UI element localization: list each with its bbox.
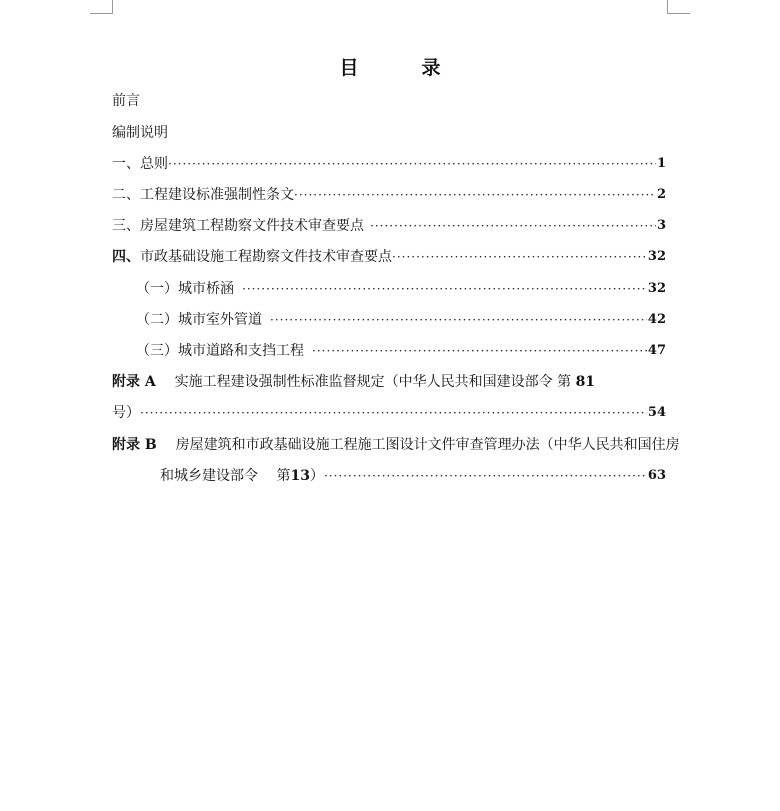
toc-item-label: （二）城市室外管道 [136,312,262,328]
toc-item-appendix-b-line1 [112,435,680,455]
toc-item-pipeline [136,310,666,330]
crop-mark-top-right [667,0,690,14]
toc-item-municipal [112,247,666,267]
toc-leader-dots [234,279,647,299]
toc-item-label-suffix: ） [309,468,324,484]
toc-page-number: 2 [656,187,666,202]
toc-item-label: 市政基础设施工程勘察文件技术审查要点 [140,249,392,265]
appendix-title: 房屋建筑和市政基础设施工程施工图设计文件审查管理办法（中华人民共和国住房 [175,437,680,453]
toc-page-number: 47 [647,343,666,358]
toc-item-label: 和城乡建设部令 第 [160,468,291,484]
toc-leader-dots [140,403,647,423]
toc-item-prefix: 四、 [112,249,140,265]
toc-leader-dots [364,216,656,236]
toc-item-appendix-a-line2 [112,403,666,423]
toc-item-bridge [136,279,666,299]
toc-title: 目 录 [339,57,463,79]
toc-item-mandatory [112,185,666,205]
decree-number: 81 [575,374,596,390]
appendix-tag: 附录 B [112,437,157,453]
toc-item-building [112,216,666,236]
appendix-title: 实施工程建设强制性标准监督规定（中华人民共和国建设部令 第 [174,374,576,390]
toc-leader-dots [262,310,647,330]
toc-leader-dots [168,154,656,174]
toc-item-road [136,341,666,361]
toc-item-label: 一、总则 [112,156,168,172]
toc-page-number: 63 [647,468,666,483]
toc-leader-dots [304,341,647,361]
toc-item-appendix-b-line2 [160,466,666,486]
toc-page-number: 32 [647,249,666,264]
toc-page-number: 42 [647,312,666,327]
appendix-tag: 附录 A [112,374,156,390]
toc-page-number: 1 [656,156,666,171]
toc-leader-dots [324,466,647,486]
toc-page-number: 32 [647,281,666,296]
toc-item-label: （一）城市桥涵 [136,281,234,297]
toc-leader-dots [392,247,647,267]
toc-item-general [112,154,666,174]
toc-item-preface: 前言 [112,93,140,109]
toc-page-number: 54 [647,405,666,420]
toc-item-label: 二、工程建设标准强制性条文 [112,187,294,203]
toc-item-appendix-a-line1 [112,372,595,392]
crop-mark-top-left [90,0,113,14]
toc-item-compile-note: 编制说明 [112,125,168,141]
toc-leader-dots [294,185,656,205]
toc-page-number: 3 [656,218,666,233]
toc-item-label: （三）城市道路和支挡工程 [136,343,304,359]
toc-item-label: 三、房屋建筑工程勘察文件技术审查要点 [112,218,364,234]
decree-number: 13 [290,468,310,484]
toc-item-label: 号） [112,405,140,421]
